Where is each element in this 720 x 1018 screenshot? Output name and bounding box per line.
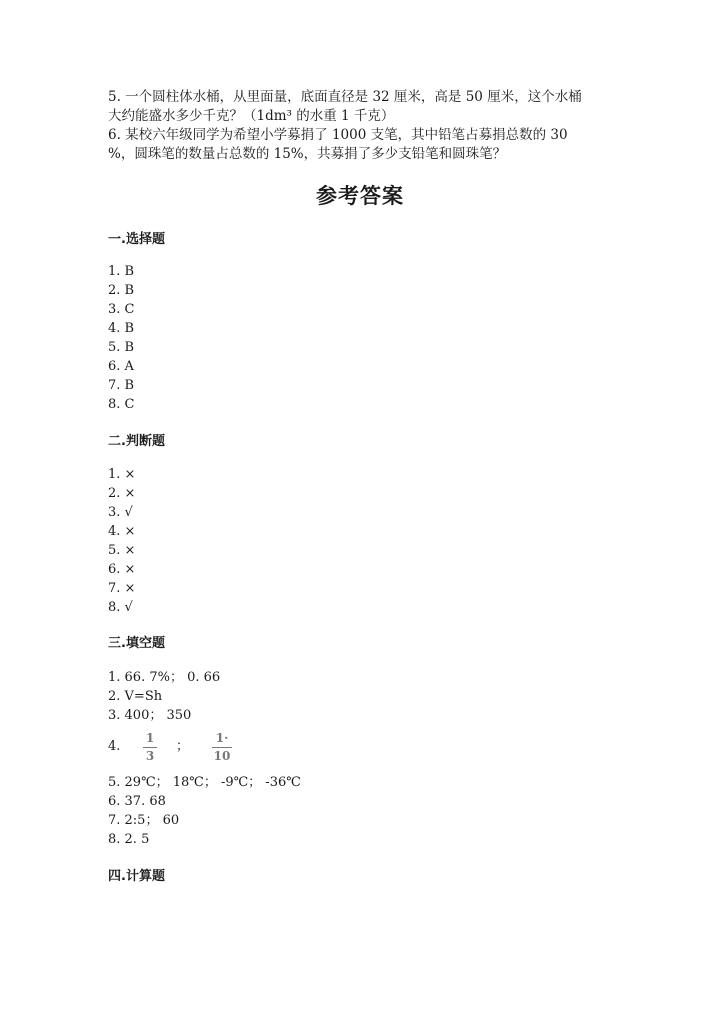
answer-item: 2. V=Sh: [108, 689, 163, 704]
answer-item: 7. ×: [108, 581, 136, 596]
answer-item: 8. 2. 5: [108, 832, 150, 847]
answer-item: 6. A: [108, 359, 134, 374]
answer-separator: ；: [176, 739, 190, 754]
question-5-line-2: 大约能盛水多少千克？（1dm³ 的水重 1 千克）: [108, 108, 395, 124]
answer-item: 1. B: [108, 264, 135, 279]
answer-item: 6. ×: [108, 562, 136, 577]
answer-item: 7. 2:5； 60: [108, 813, 180, 828]
fraction-one-tenth: 1· 10: [213, 731, 231, 763]
answer-item: 8. √: [108, 600, 133, 615]
answer-key-title: 参考答案: [316, 184, 404, 208]
answer-item: 7. B: [108, 378, 135, 393]
fraction-one-third: 1 3: [143, 731, 157, 764]
answer-item: 8. C: [108, 397, 135, 412]
answer-item: 3. 400； 350: [108, 708, 192, 723]
section-heading-choice: 一.选择题: [108, 232, 165, 247]
section-heading-calculation: 四.计算题: [108, 869, 165, 884]
answer-item: 4. ×: [108, 524, 136, 539]
answer-item: 1. ×: [108, 467, 136, 482]
answer-item: 5. B: [108, 340, 135, 355]
answer-item: 2. B: [108, 283, 135, 298]
question-6-line-2: %，圆珠笔的数量占总数的 15%，共募捐了多少支铅笔和圆珠笔？: [108, 146, 507, 162]
answer-item: 5. 29℃； 18℃； -9℃； -36℃: [108, 775, 301, 790]
answer-item: 2. ×: [108, 486, 136, 501]
question-6-line-1: 6. 某校六年级同学为希望小学募捐了 1000 支笔，其中铅笔占募捐总数的 30: [108, 127, 568, 143]
answer-item: 1. 66. 7%； 0. 66: [108, 670, 221, 685]
question-5-line-1: 5. 一个圆柱体水桶，从里面量，底面直径是 32 厘米，高是 50 厘米，这个水桶: [108, 89, 582, 105]
answer-item: 5. ×: [108, 543, 136, 558]
answer-item: 6. 37. 68: [108, 794, 166, 809]
section-heading-judgement: 二.判断题: [108, 434, 165, 449]
answer-item: 3. C: [108, 302, 135, 317]
section-heading-fill-blank: 三.填空题: [108, 636, 165, 651]
answer-item: 4. B: [108, 321, 135, 336]
answer-item: 3. √: [108, 505, 133, 520]
answer-item-4-label: 4.: [108, 739, 121, 754]
